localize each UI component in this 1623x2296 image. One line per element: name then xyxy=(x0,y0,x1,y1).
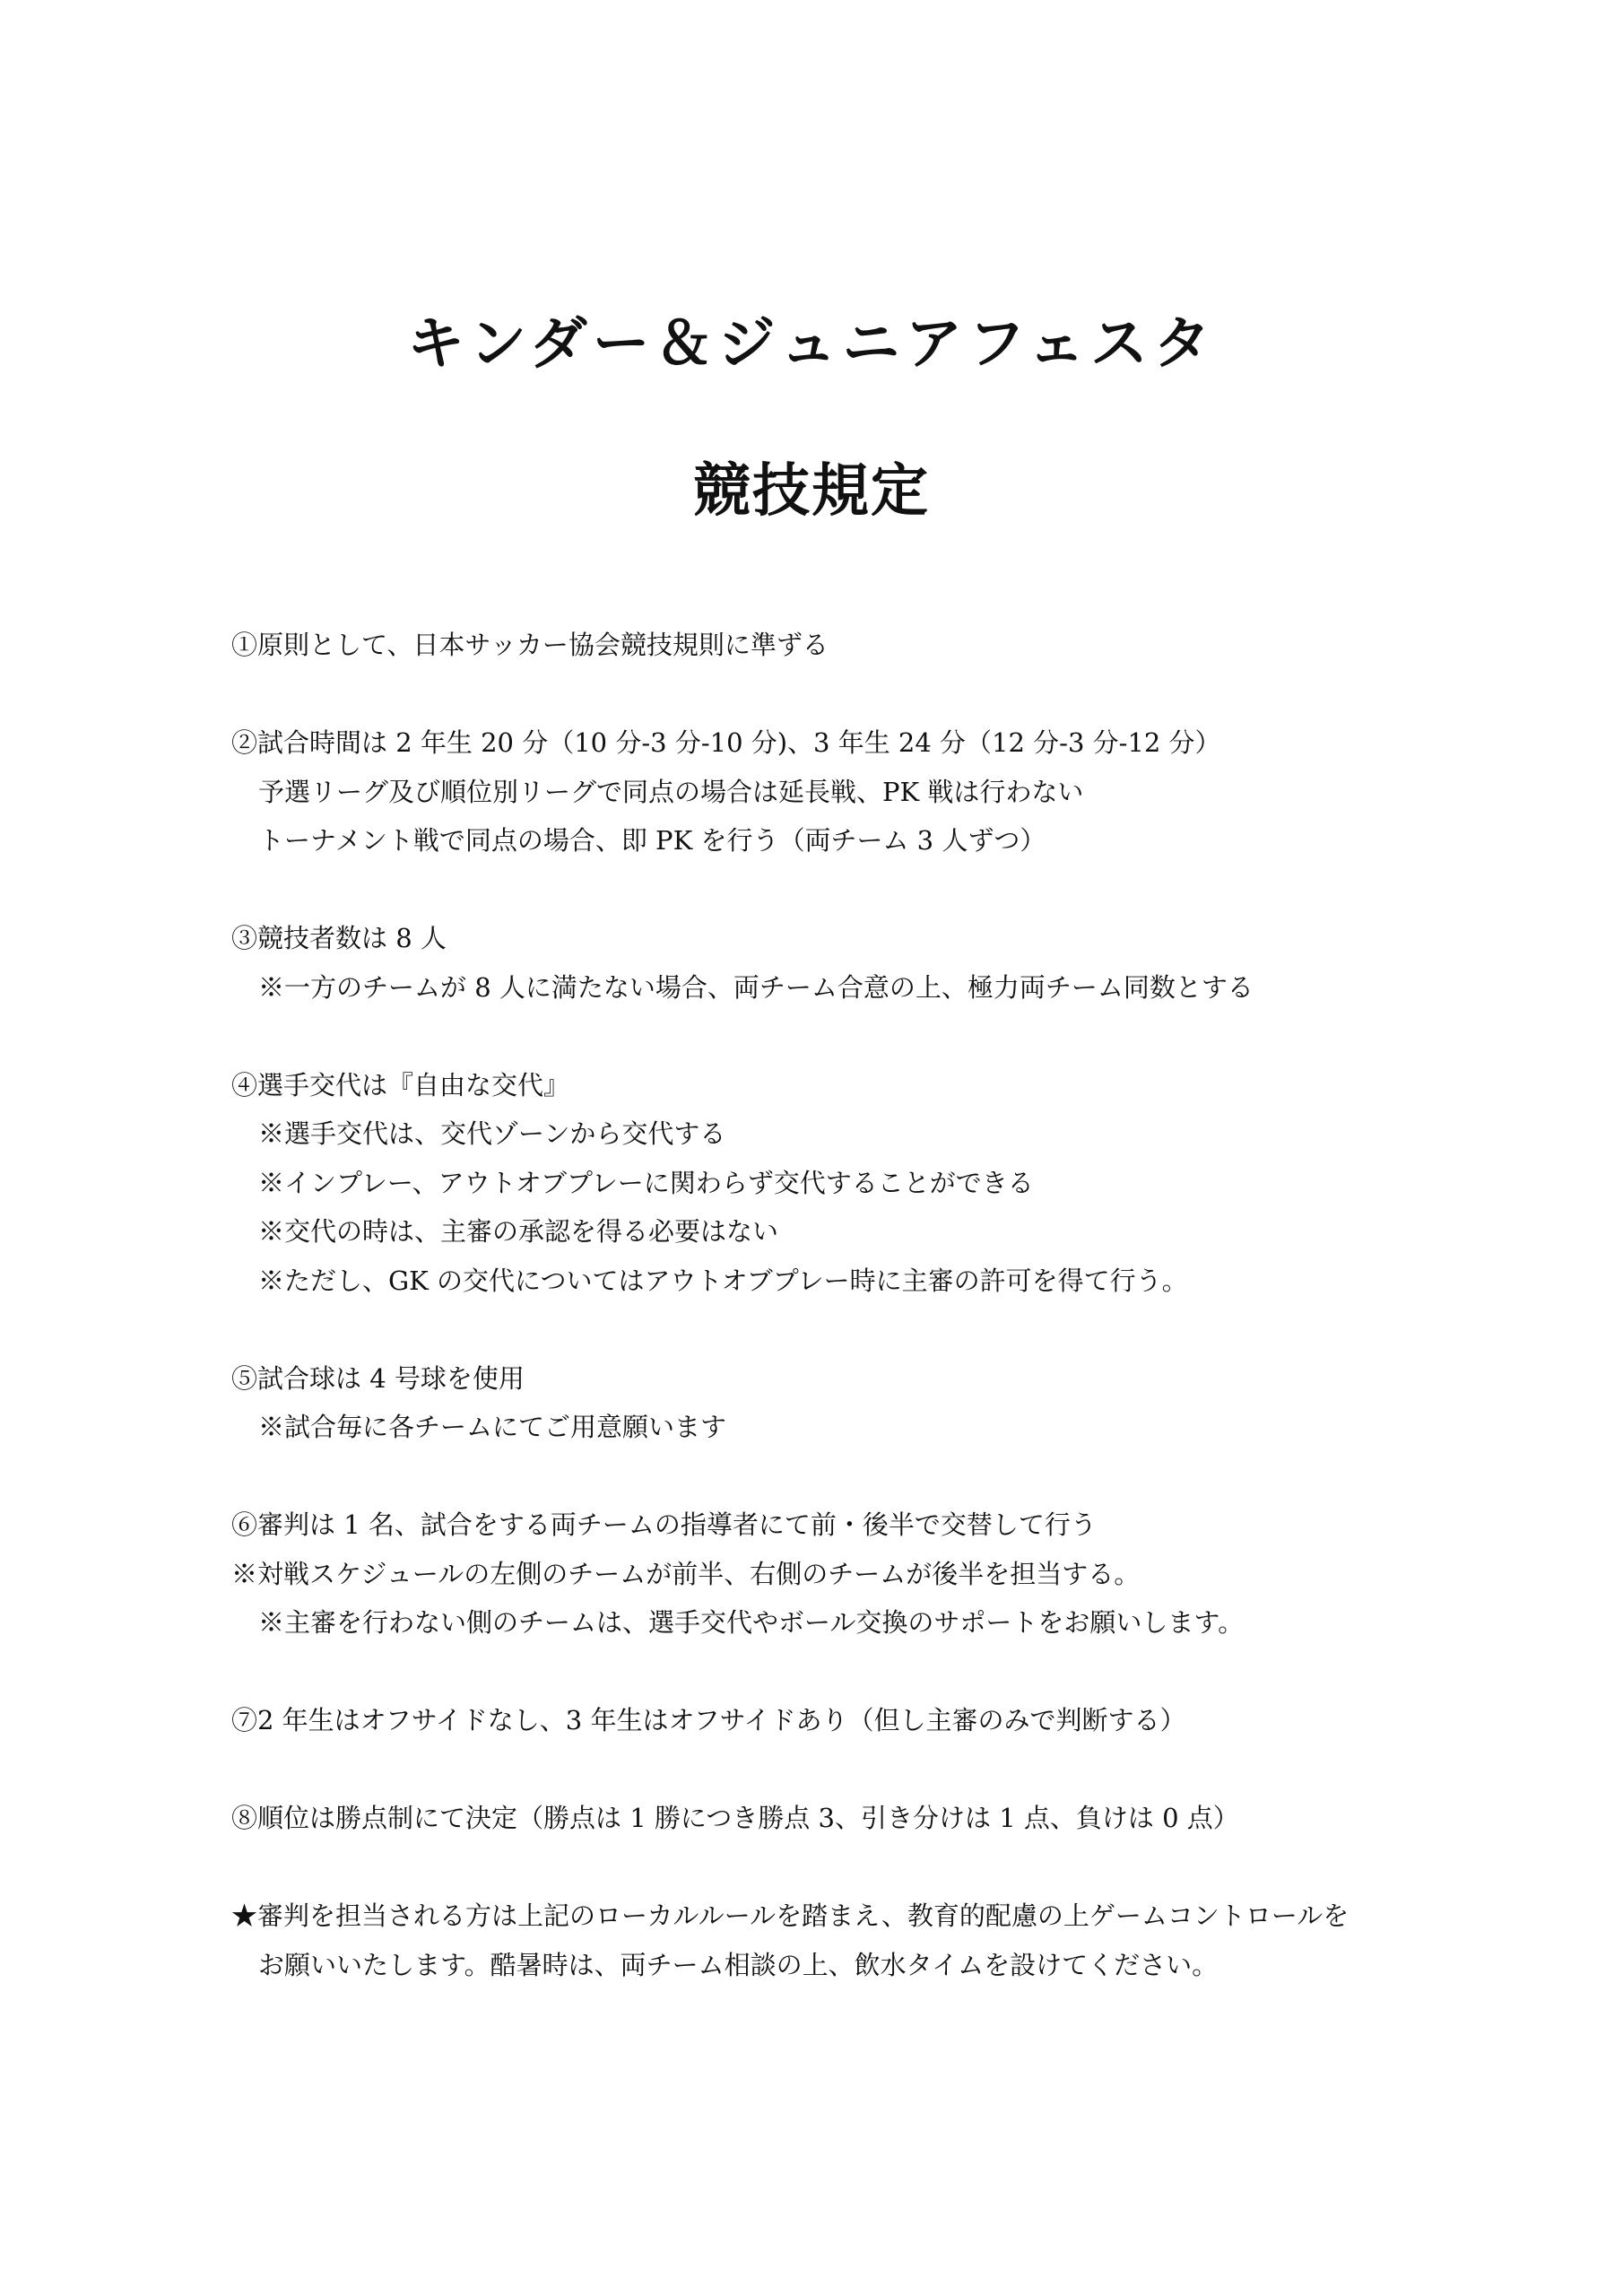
rule-line: ②試合時間は 2 年生 20 分（10 分-3 分-10 分)、3 年生 24 分（12 分-3 分-12 分） xyxy=(231,727,1221,758)
rule-3 xyxy=(231,914,1415,1012)
rule-6 xyxy=(231,1500,1415,1648)
rule-line: ⑤試合球は 4 号球を使用 xyxy=(231,1362,525,1394)
rule-line: ※交代の時は、主審の承認を得る必要はない xyxy=(258,1216,779,1247)
rule-line: ※インプレー、アウトオブプレーに関わらず交代することができる xyxy=(258,1167,1034,1198)
rules-body xyxy=(231,621,1415,1989)
document-title: キンダー＆ジュニアフェスタ xyxy=(406,310,1217,378)
rule-line: ⑧順位は勝点制にて決定（勝点は 1 勝につき勝点 3、引き分けは 1 点、負けは 0 点） xyxy=(231,1803,1239,1833)
rule-line: ※主審を行わない側のチームは、選手交代やボール交換のサポートをお願いします。 xyxy=(258,1607,1245,1638)
rule-line: ※一方のチームが 8 人に満たない場合、両チーム合意の上、極力両チーム同数とする xyxy=(258,971,1254,1003)
rule-1 xyxy=(231,621,1415,670)
rule-8 xyxy=(231,1794,1415,1843)
rule-line: ★審判を担当される方は上記のローカルルールを踏まえ、教育的配慮の上ゲームコントロールを xyxy=(231,1900,1350,1931)
rule-line: ※選手交代は、交代ゾーンから交代する xyxy=(258,1118,726,1149)
rule-5 xyxy=(231,1354,1415,1452)
referee-note xyxy=(231,1892,1415,1989)
rule-line: ④選手交代は『自由な交代』 xyxy=(231,1069,570,1100)
rule-line: ③競技者数は 8 人 xyxy=(231,923,447,953)
rule-line: ⑦2 年生はオフサイドなし、3 年生はオフサイドあり（但し主審のみで判断する） xyxy=(231,1705,1186,1735)
rule-line: ※対戦スケジュールの左側のチームが前半、右側のチームが後半を担当する。 xyxy=(231,1558,1141,1589)
rule-line: ⑥審判は 1 名、試合をする両チームの指導者にて前・後半で交替して行う xyxy=(231,1509,1097,1540)
rule-line: お願いいたします。酷暑時は、両チーム相談の上、飲水タイムを設けてください。 xyxy=(258,1949,1219,1980)
rule-line: ※ただし、GK の交代についてはアウトオブプレー時に主審の許可を得て行う。 xyxy=(258,1265,1188,1296)
rule-7 xyxy=(231,1696,1415,1745)
rule-line: ①原則として、日本サッカー協会競技規則に準ずる xyxy=(231,630,829,660)
rule-line: 予選リーグ及び順位別リーグで同点の場合は延長戦、PK 戦は行わない xyxy=(258,776,1084,807)
rule-line: ※試合毎に各チームにてご用意願います xyxy=(258,1412,727,1442)
rule-2 xyxy=(231,718,1415,865)
rule-4 xyxy=(231,1061,1415,1306)
document-subtitle: 競技規定 xyxy=(693,457,930,525)
rule-line: トーナメント戦で同点の場合、即 PK を行う（両チーム 3 人ずつ） xyxy=(258,825,1046,856)
